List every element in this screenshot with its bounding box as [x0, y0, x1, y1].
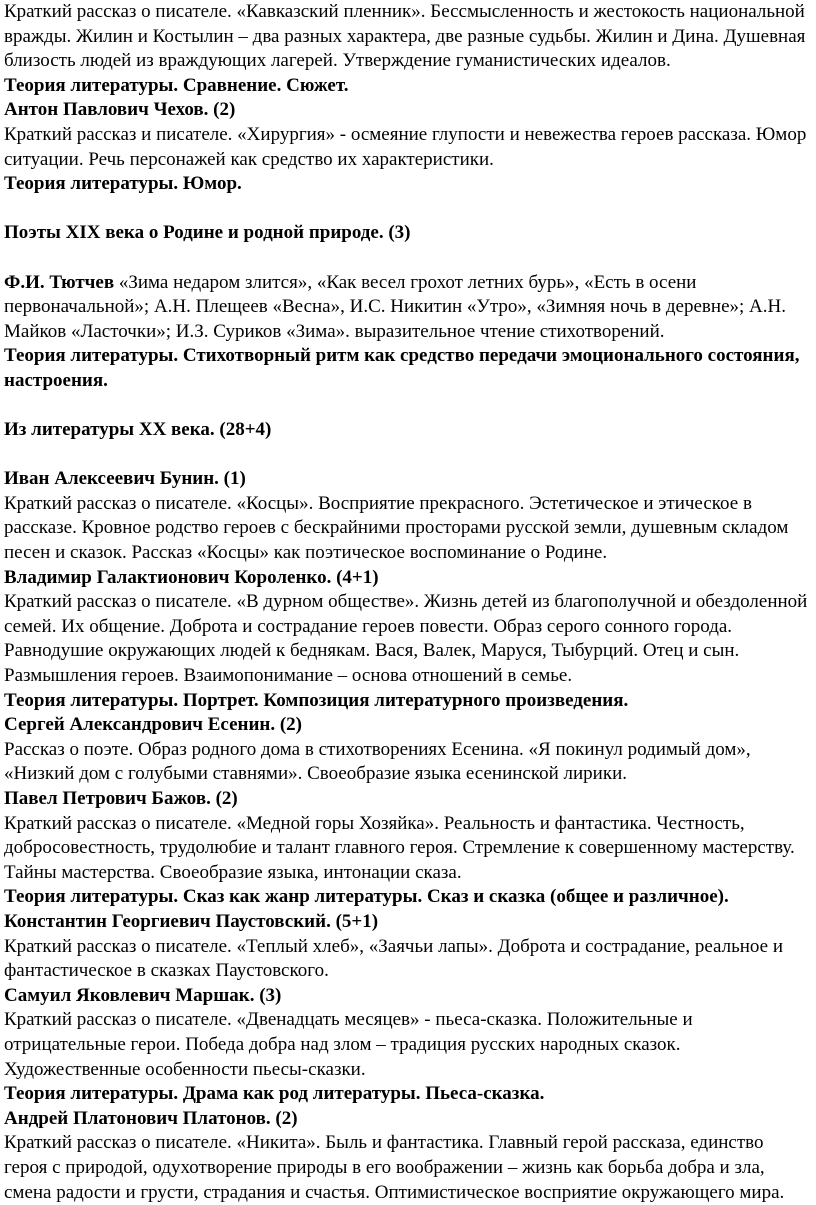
theory-heading: Теория литературы. Юмор. [4, 173, 242, 195]
author-heading-korolenko: Владимир Галактионович Короленко. (4+1) [4, 566, 379, 588]
author-heading-esenin: Сергей Александрович Есенин. (2) [4, 714, 303, 736]
paragraph-tyutchev-text: «Зима недаром злится», «Как весел грохот летних бурь», «Есть в осени первоначальной»; А.Н. Плещеев «Весна», И.С. Никитин «Утро», «Зимняя ночь в деревне»; А.Н. Майков «Ласточки»; И.З. Суриков «Зима». выразительное чтение стихотворений. [4, 271, 786, 342]
paragraph-tyutchev [4, 271, 808, 345]
paragraph-khirurgiya: Краткий рассказ и писателе. «Хирургия» - осмеяние глупости и невежества героев рассказа. Юмор ситуации. Речь персонажей как средство их характеристики. [4, 123, 807, 170]
theory-heading: Теория литературы. Портрет. Композиция литературного произведения. [4, 689, 629, 711]
author-heading-marshak: Самуил Яковлевич Маршак. (3) [4, 984, 282, 1006]
theory-heading: Теория литературы. Стихотворный ритм как средство передачи эмоционального состояния, настроения. [4, 345, 800, 391]
author-heading-paustovsky: Константин Георгиевич Паустовский. (5+1) [4, 910, 379, 932]
paragraph-dvenadtsat-mesyatsev: Краткий рассказ о писателе. «Двенадцать месяцев» - пьеса-сказка. Положительные и отрицательные герои. Победа добра над злом – традиция русских народных сказок. Художественные особенности пьесы-сказки. [4, 1009, 693, 1080]
blank-line [4, 394, 808, 419]
theory-heading: Теория литературы. Драма как род литературы. Пьеса-сказка. [4, 1083, 545, 1105]
author-heading-chekhov: Антон Павлович Чехов. (2) [4, 99, 236, 121]
section-heading-poets-19: Поэты XIX века о Родине и родной природе. (3) [4, 222, 411, 244]
paragraph-paustovsky: Краткий рассказ о писателе. «Теплый хлеб», «Заячьи лапы». Доброта и сострадание, реальное и фантастическое в сказках Паустовского. [4, 935, 784, 982]
section-heading-20-century: Из литературы XX века. (28+4) [4, 419, 272, 441]
paragraph-kavkazsky-plennik: Краткий рассказ о писателе. «Кавказский пленник». Бессмысленность и жестокость национальной вражды. Жилин и Костылин – два разных характера, две разные судьбы. Жилин и Дина. Душевная близость людей из враждующих лагерей. Утверждение гуманистических идеалов. [4, 1, 806, 72]
blank-line [4, 197, 808, 222]
author-heading-bazhov: Павел Петрович Бажов. (2) [4, 788, 238, 809]
theory-heading: Теория литературы. Сказ как жанр литературы. Сказ и сказка (общее и различное). [4, 886, 729, 908]
paragraph-v-durnom-obshchestve: Краткий рассказ о писателе. «В дурном обществе». Жизнь детей из благополучной и обездоленной семей. Их общение. Доброта и сострадание героев повести. Образ серого сонного города. Равнодушие окружающих людей к беднякам. Вася, Валек, Маруся, Тыбурций. Отец и сын. Размышления героев. Взаимопонимание – основа отношений в семье. [4, 591, 808, 687]
paragraph-kostsy: Краткий рассказ о писателе. «Косцы». Восприятие прекрасного. Эстетическое и этическое в рассказе. Кровное родство героев с бескрайними просторами русской земли, душевным складом песен и сказок. Рассказ «Косцы» как поэтическое воспоминание о Родине. [4, 492, 789, 564]
paragraph-nikita: Краткий рассказ о писателе. «Никита». Быль и фантастика. Главный герой рассказа, единство героя с природой, одухотворение природы в его воображении – жизнь как борьба добра и зла, смена радости и грусти, страдания и счастья. Оптимистическое восприятие окружающего мира. [4, 1132, 785, 1203]
author-heading-bunin: Иван Алексеевич Бунин. (1) [4, 468, 246, 490]
author-lead-tyutchev: Ф.И. Тютчев [4, 271, 115, 293]
theory-heading: Теория литературы. Сравнение. Сюжет. [4, 74, 349, 96]
blank-line [4, 443, 808, 468]
blank-line [4, 246, 808, 271]
paragraph-esenin: Рассказ о поэте. Образ родного дома в стихотворениях Есенина. «Я покинул родимый дом», «Низкий дом с голубыми ставнями». Своеобразие языка есенинской лирики. [4, 738, 751, 785]
author-heading-platonov: Андрей Платонович Платонов. (2) [4, 1107, 298, 1129]
paragraph-mednoy-gory-khozyayka: Краткий рассказ о писателе. «Медной горы Хозяйка». Реальность и фантастика. Честность, добросовестность, трудолюбие и талант главного героя. Стремление к совершенному мастерству. Тайны мастерства. Своеобразие языка, интонации сказа. [4, 812, 795, 883]
